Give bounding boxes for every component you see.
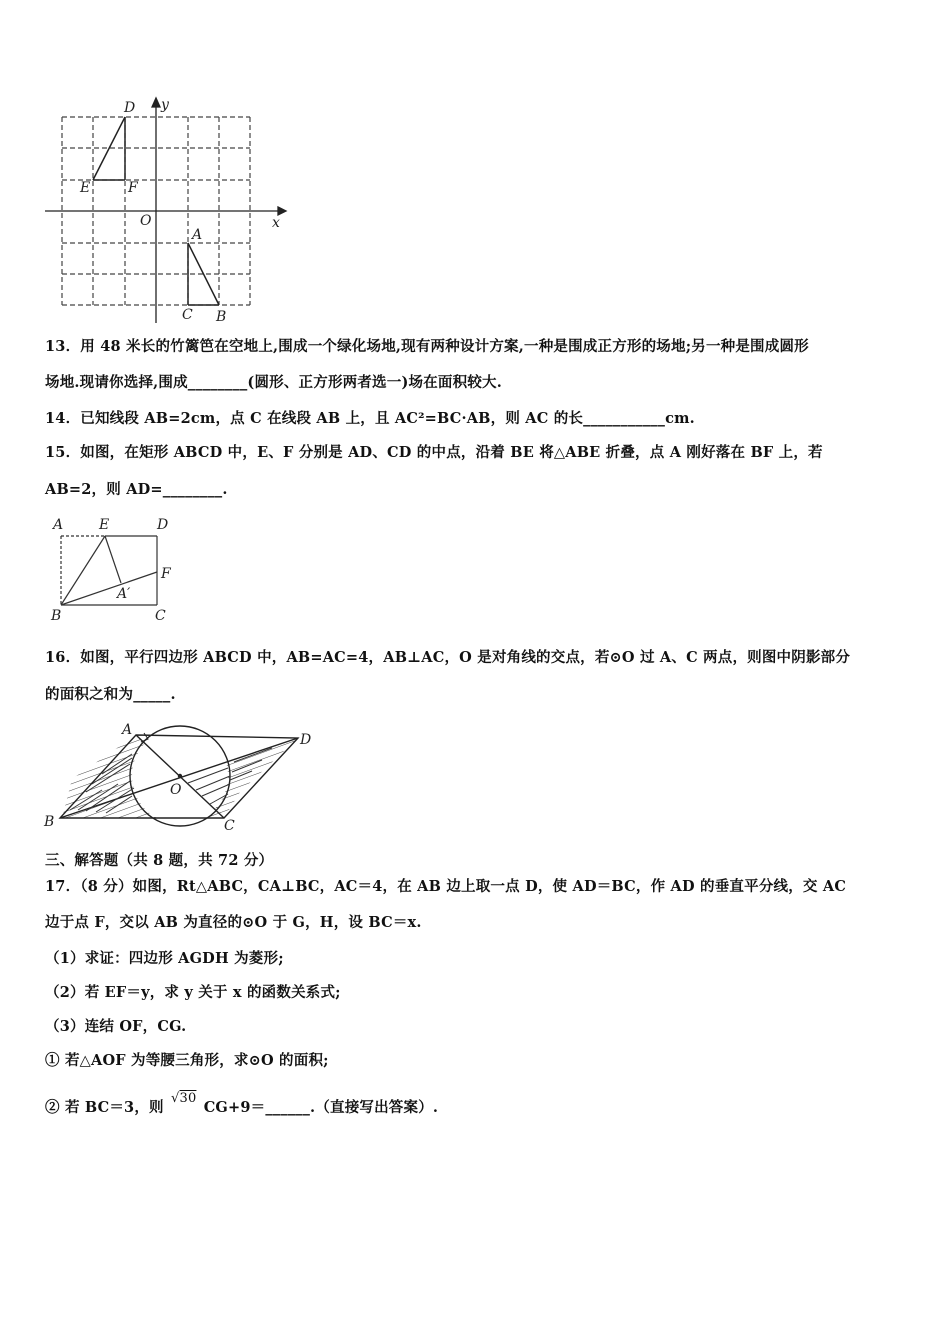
q15-line1: 15．如图，在矩形 ABCD 中，E、F 分别是 AD、CD 的中点，沿着 BE 将△ABE 折叠，点 A 刚好落在 BF 上，若	[45, 444, 823, 461]
label-A: A	[192, 227, 203, 243]
label-O: O	[140, 213, 152, 229]
label-F: F	[161, 566, 171, 582]
q17-sub1: ① 若△AOF 为等腰三角形，求⊙O 的面积;	[45, 1052, 329, 1069]
q17-line1: 17．（8 分）如图，Rt△ABC，CA⊥BC，AC＝4，在 AB 边上取一点 D，使 AD＝BC，作 AD 的垂直平分线，交 AC	[45, 878, 847, 895]
label-A-prime: A′	[117, 586, 131, 602]
label-C: C	[182, 307, 193, 323]
q17-part3: （3）连结 OF，CG.	[45, 1018, 187, 1035]
label-C: C	[224, 818, 235, 834]
section3-heading: 三、解答题（共 8 题，共 72 分）	[45, 852, 274, 869]
label-C: C	[155, 608, 166, 624]
label-y: y	[161, 97, 169, 113]
q17-part2: （2）若 EF＝y，求 y 关于 x 的函数关系式;	[45, 984, 341, 1001]
q17-sub2-prefix: ② 若 BC＝3，则	[45, 1099, 164, 1116]
q14-line: 14．已知线段 AB=2cm，点 C 在线段 AB 上，且 AC²=BC·AB，则 AC 的长___________cm.	[45, 410, 695, 427]
label-B: B	[44, 814, 55, 830]
label-B: B	[216, 309, 227, 325]
center-point-O	[178, 774, 182, 778]
q13-line1: 13．用 48 米长的竹篱笆在空地上,围成一个绿化场地,现有两种设计方案,一种是围成正方形的场地;另一种是围成圆形	[45, 338, 809, 355]
sqrt-expression: √30	[171, 1091, 197, 1106]
label-O: O	[170, 782, 182, 798]
rectangle-fold-figure	[45, 512, 185, 627]
sqrt-radicand: 30	[179, 1091, 197, 1106]
q17-line2: 边于点 F，交以 AB 为直径的⊙O 于 G，H，设 BC＝x.	[45, 914, 422, 931]
label-E: E	[80, 180, 91, 196]
label-D: D	[157, 517, 169, 533]
q13-line2: 场地.现请你选择,围成________(圆形、正方形两者选一)场在面积较大.	[45, 374, 502, 391]
q17-sub2-suffix: CG+9＝______.（直接写出答案）.	[203, 1099, 439, 1116]
label-D: D	[300, 732, 312, 748]
segment-BF	[61, 572, 157, 605]
label-B: B	[51, 608, 62, 624]
segment-BE	[61, 536, 105, 605]
q17-part1: （1）求证：四边形 AGDH 为菱形;	[45, 950, 284, 967]
coordinate-grid-figure	[40, 95, 290, 327]
label-A: A	[122, 722, 133, 738]
segment-EA1	[105, 536, 121, 583]
label-D: D	[124, 100, 136, 116]
label-x: x	[272, 215, 280, 231]
q16-line1: 16．如图，平行四边形 ABCD 中，AB=AC=4，AB⊥AC，O 是对角线的交点，若⊙O 过 A、C 两点，则图中阴影部分	[45, 649, 851, 666]
label-A: A	[53, 517, 64, 533]
parallelogram-circle-figure	[40, 712, 330, 840]
label-F: F	[128, 180, 138, 196]
label-E: E	[99, 517, 110, 533]
q16-line2: 的面积之和为_____.	[45, 686, 176, 703]
q15-line2: AB=2，则 AD=________.	[45, 481, 228, 498]
q17-sub2	[45, 1091, 439, 1119]
